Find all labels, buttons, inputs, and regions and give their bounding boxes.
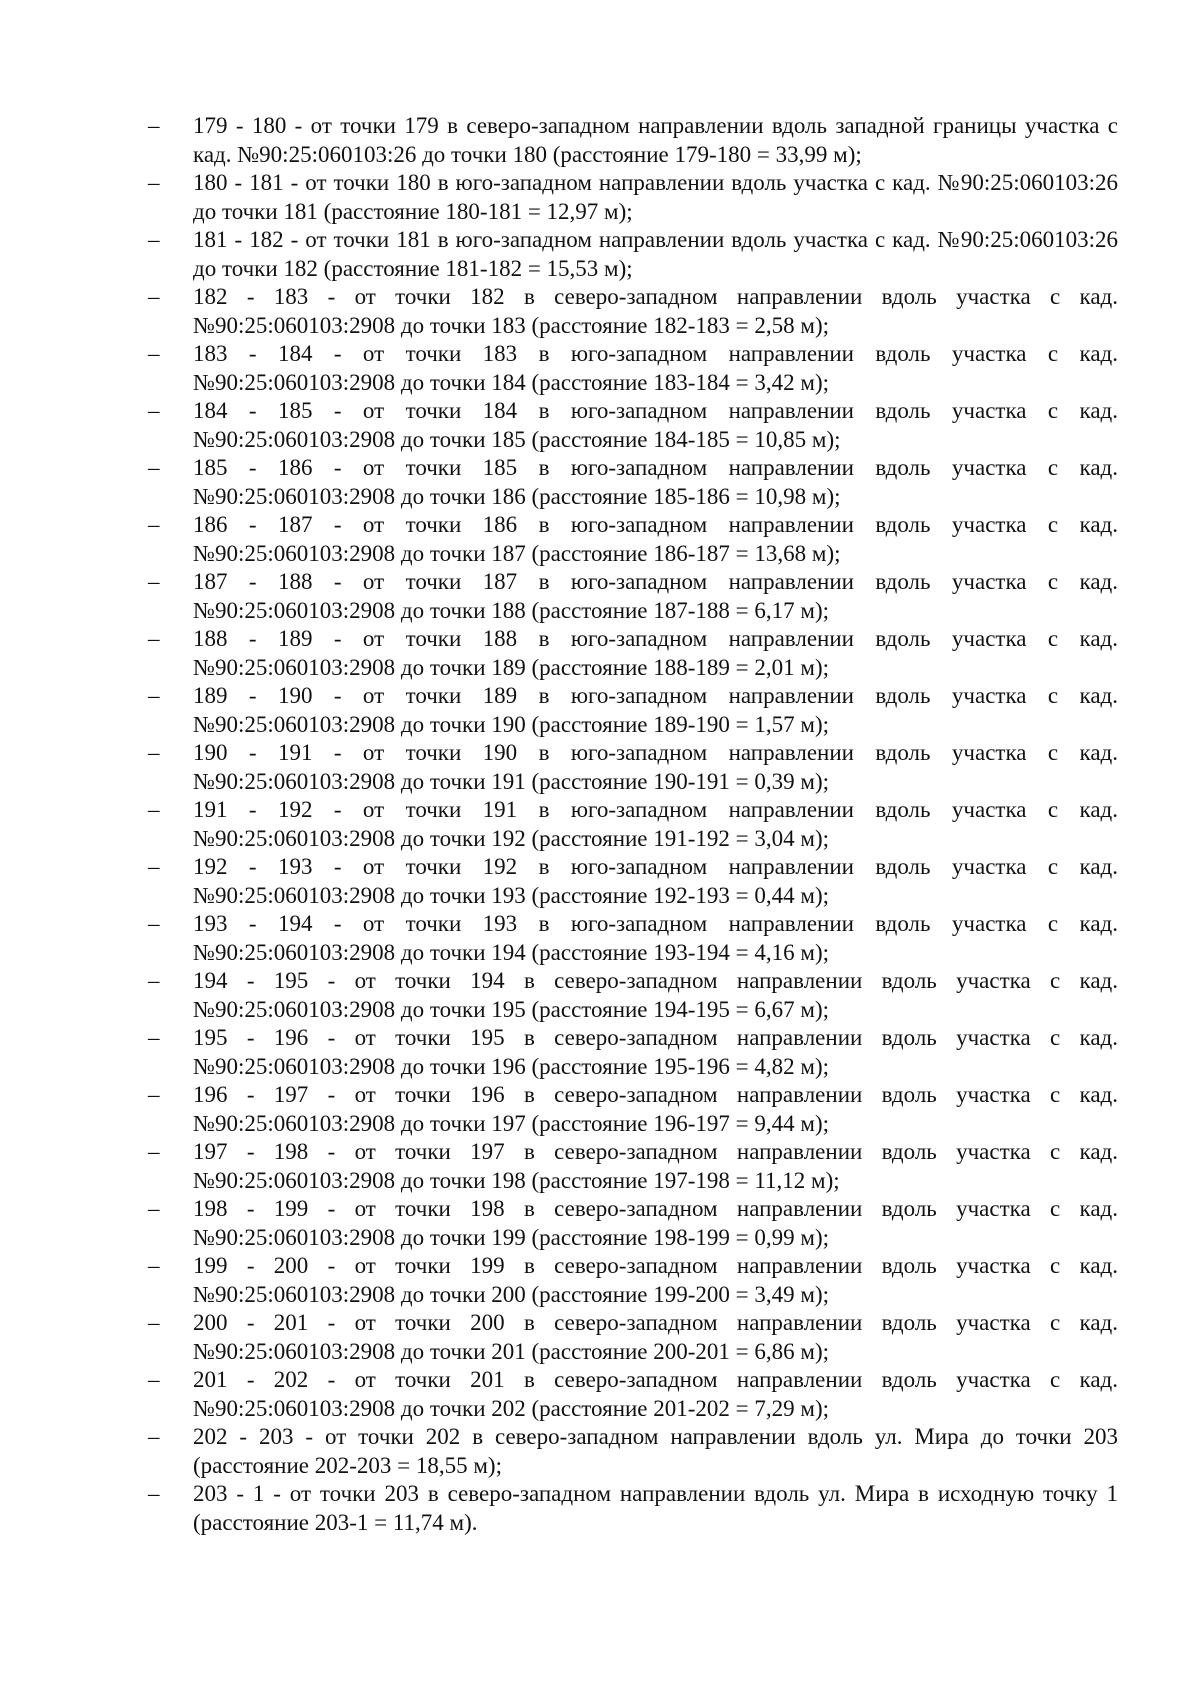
boundary-segment-text: 189 - 190 - от точки 189 в юго-западном направлении вдоль участка с кад. №90:25:060103:2908 до точки 190 (расстояние 189-190 = 1,57 м); [193,683,1118,737]
boundary-segment-text: 179 - 180 - от точки 179 в северо-западном направлении вдоль западной границы участка с кад. №90:25:060103:26 до точки 180 (расстояние 179-180 = 33,99 м); [193,113,1118,167]
boundary-segment-text: 188 - 189 - от точки 188 в юго-западном направлении вдоль участка с кад. №90:25:060103:2908 до точки 189 (расстояние 188-189 = 2,01 м); [193,626,1118,680]
list-bullet-dash: – [148,284,160,309]
boundary-segment-text: 201 - 202 - от точки 201 в северо-западном направлении вдоль участка с кад. №90:25:060103:2908 до точки 202 (расстояние 201-202 = 7,29 м); [193,1367,1118,1421]
boundary-segment-text: 197 - 198 - от точки 197 в северо-западном направлении вдоль участка с кад. №90:25:060103:2908 до точки 198 (расстояние 197-198 = 11,12 м); [193,1139,1118,1193]
boundary-segment-text: 183 - 184 - от точки 183 в юго-западном направлении вдоль участка с кад. №90:25:060103:2908 до точки 184 (расстояние 183-184 = 3,42 м); [193,341,1118,395]
list-bullet-dash: – [148,968,160,993]
boundary-segment-text: 181 - 182 - от точки 181 в юго-западном направлении вдоль участка с кад. №90:25:060103:26 до точки 182 (расстояние 181-182 = 15,53 м); [193,227,1118,281]
list-bullet-dash: – [148,455,160,480]
list-bullet-dash: – [148,797,160,822]
boundary-segment-item [148,967,1118,1024]
list-bullet-dash: – [148,1481,160,1506]
boundary-segment-item [148,739,1118,796]
list-bullet-dash: – [148,740,160,765]
boundary-segment-item [148,1024,1118,1081]
list-bullet-dash: – [148,341,160,366]
boundary-segment-item [148,1423,1118,1480]
list-bullet-dash: – [148,1196,160,1221]
list-bullet-dash: – [148,1253,160,1278]
boundary-segment-item [148,1252,1118,1309]
boundary-segment-item [148,1366,1118,1423]
boundary-segment-item [148,340,1118,397]
boundary-segment-text: 186 - 187 - от точки 186 в юго-западном направлении вдоль участка с кад. №90:25:060103:2908 до точки 187 (расстояние 186-187 = 13,68 м); [193,512,1118,566]
list-bullet-dash: – [148,1310,160,1335]
boundary-segment-item [148,511,1118,568]
boundary-segment-text: 200 - 201 - от точки 200 в северо-западном направлении вдоль участка с кад. №90:25:060103:2908 до точки 201 (расстояние 200-201 = 6,86 м); [193,1310,1118,1364]
boundary-segment-text: 194 - 195 - от точки 194 в северо-западном направлении вдоль участка с кад. №90:25:060103:2908 до точки 195 (расстояние 194-195 = 6,67 м); [193,968,1118,1022]
boundary-segment-text: 199 - 200 - от точки 199 в северо-западном направлении вдоль участка с кад. №90:25:060103:2908 до точки 200 (расстояние 199-200 = 3,49 м); [193,1253,1118,1307]
boundary-segment-text: 196 - 197 - от точки 196 в северо-западном направлении вдоль участка с кад. №90:25:060103:2908 до точки 197 (расстояние 196-197 = 9,44 м); [193,1082,1118,1136]
list-bullet-dash: – [148,569,160,594]
boundary-segment-text: 182 - 183 - от точки 182 в северо-западном направлении вдоль участка с кад. №90:25:060103:2908 до точки 183 (расстояние 182-183 = 2,58 м); [193,284,1118,338]
boundary-segment-item [148,796,1118,853]
list-bullet-dash: – [148,1025,160,1050]
list-bullet-dash: – [148,1139,160,1164]
boundary-segment-item [148,682,1118,739]
boundary-segment-item [148,853,1118,910]
boundary-description-list [148,112,1118,1537]
boundary-segment-item [148,910,1118,967]
list-bullet-dash: – [148,854,160,879]
boundary-segment-item [148,568,1118,625]
boundary-segment-text: 190 - 191 - от точки 190 в юго-западном направлении вдоль участка с кад. №90:25:060103:2908 до точки 191 (расстояние 190-191 = 0,39 м); [193,740,1118,794]
boundary-segment-text: 203 - 1 - от точки 203 в северо-западном направлении вдоль ул. Мира в исходную точку 1 (расстояние 203-1 = 11,74 м). [193,1481,1118,1535]
list-bullet-dash: – [148,113,160,138]
list-bullet-dash: – [148,1424,160,1449]
boundary-segment-item [148,1081,1118,1138]
list-bullet-dash: – [148,1082,160,1107]
list-bullet-dash: – [148,1367,160,1392]
list-bullet-dash: – [148,398,160,423]
boundary-segment-text: 193 - 194 - от точки 193 в юго-западном направлении вдоль участка с кад. №90:25:060103:2908 до точки 194 (расстояние 193-194 = 4,16 м); [193,911,1118,965]
boundary-segment-item [148,625,1118,682]
boundary-segment-item [148,1138,1118,1195]
boundary-segment-text: 180 - 181 - от точки 180 в юго-западном направлении вдоль участка с кад. №90:25:060103:26 до точки 181 (расстояние 180-181 = 12,97 м); [193,170,1118,224]
boundary-segment-text: 184 - 185 - от точки 184 в юго-западном направлении вдоль участка с кад. №90:25:060103:2908 до точки 185 (расстояние 184-185 = 10,85 м); [193,398,1118,452]
boundary-segment-text: 195 - 196 - от точки 195 в северо-западном направлении вдоль участка с кад. №90:25:060103:2908 до точки 196 (расстояние 195-196 = 4,82 м); [193,1025,1118,1079]
boundary-segment-item [148,454,1118,511]
boundary-segment-text: 202 - 203 - от точки 202 в северо-западном направлении вдоль ул. Мира до точки 203 (расстояние 202-203 = 18,55 м); [193,1424,1118,1478]
list-bullet-dash: – [148,227,160,252]
list-bullet-dash: – [148,911,160,936]
boundary-segment-item [148,1480,1118,1537]
list-bullet-dash: – [148,626,160,651]
boundary-segment-text: 191 - 192 - от точки 191 в юго-западном направлении вдоль участка с кад. №90:25:060103:2908 до точки 192 (расстояние 191-192 = 3,04 м); [193,797,1118,851]
boundary-segment-item [148,397,1118,454]
boundary-segment-text: 198 - 199 - от точки 198 в северо-западном направлении вдоль участка с кад. №90:25:060103:2908 до точки 199 (расстояние 198-199 = 0,99 м); [193,1196,1118,1250]
list-bullet-dash: – [148,683,160,708]
boundary-segment-text: 187 - 188 - от точки 187 в юго-западном направлении вдоль участка с кад. №90:25:060103:2908 до точки 188 (расстояние 187-188 = 6,17 м); [193,569,1118,623]
boundary-segment-item [148,283,1118,340]
list-bullet-dash: – [148,170,160,195]
boundary-segment-item [148,1309,1118,1366]
boundary-segment-item [148,1195,1118,1252]
boundary-segment-item [148,169,1118,226]
boundary-segment-text: 192 - 193 - от точки 192 в юго-западном направлении вдоль участка с кад. №90:25:060103:2908 до точки 193 (расстояние 192-193 = 0,44 м); [193,854,1118,908]
boundary-segment-text: 185 - 186 - от точки 185 в юго-западном направлении вдоль участка с кад. №90:25:060103:2908 до точки 186 (расстояние 185-186 = 10,98 м); [193,455,1118,509]
list-bullet-dash: – [148,512,160,537]
boundary-segment-item [148,226,1118,283]
boundary-segment-item [148,112,1118,169]
